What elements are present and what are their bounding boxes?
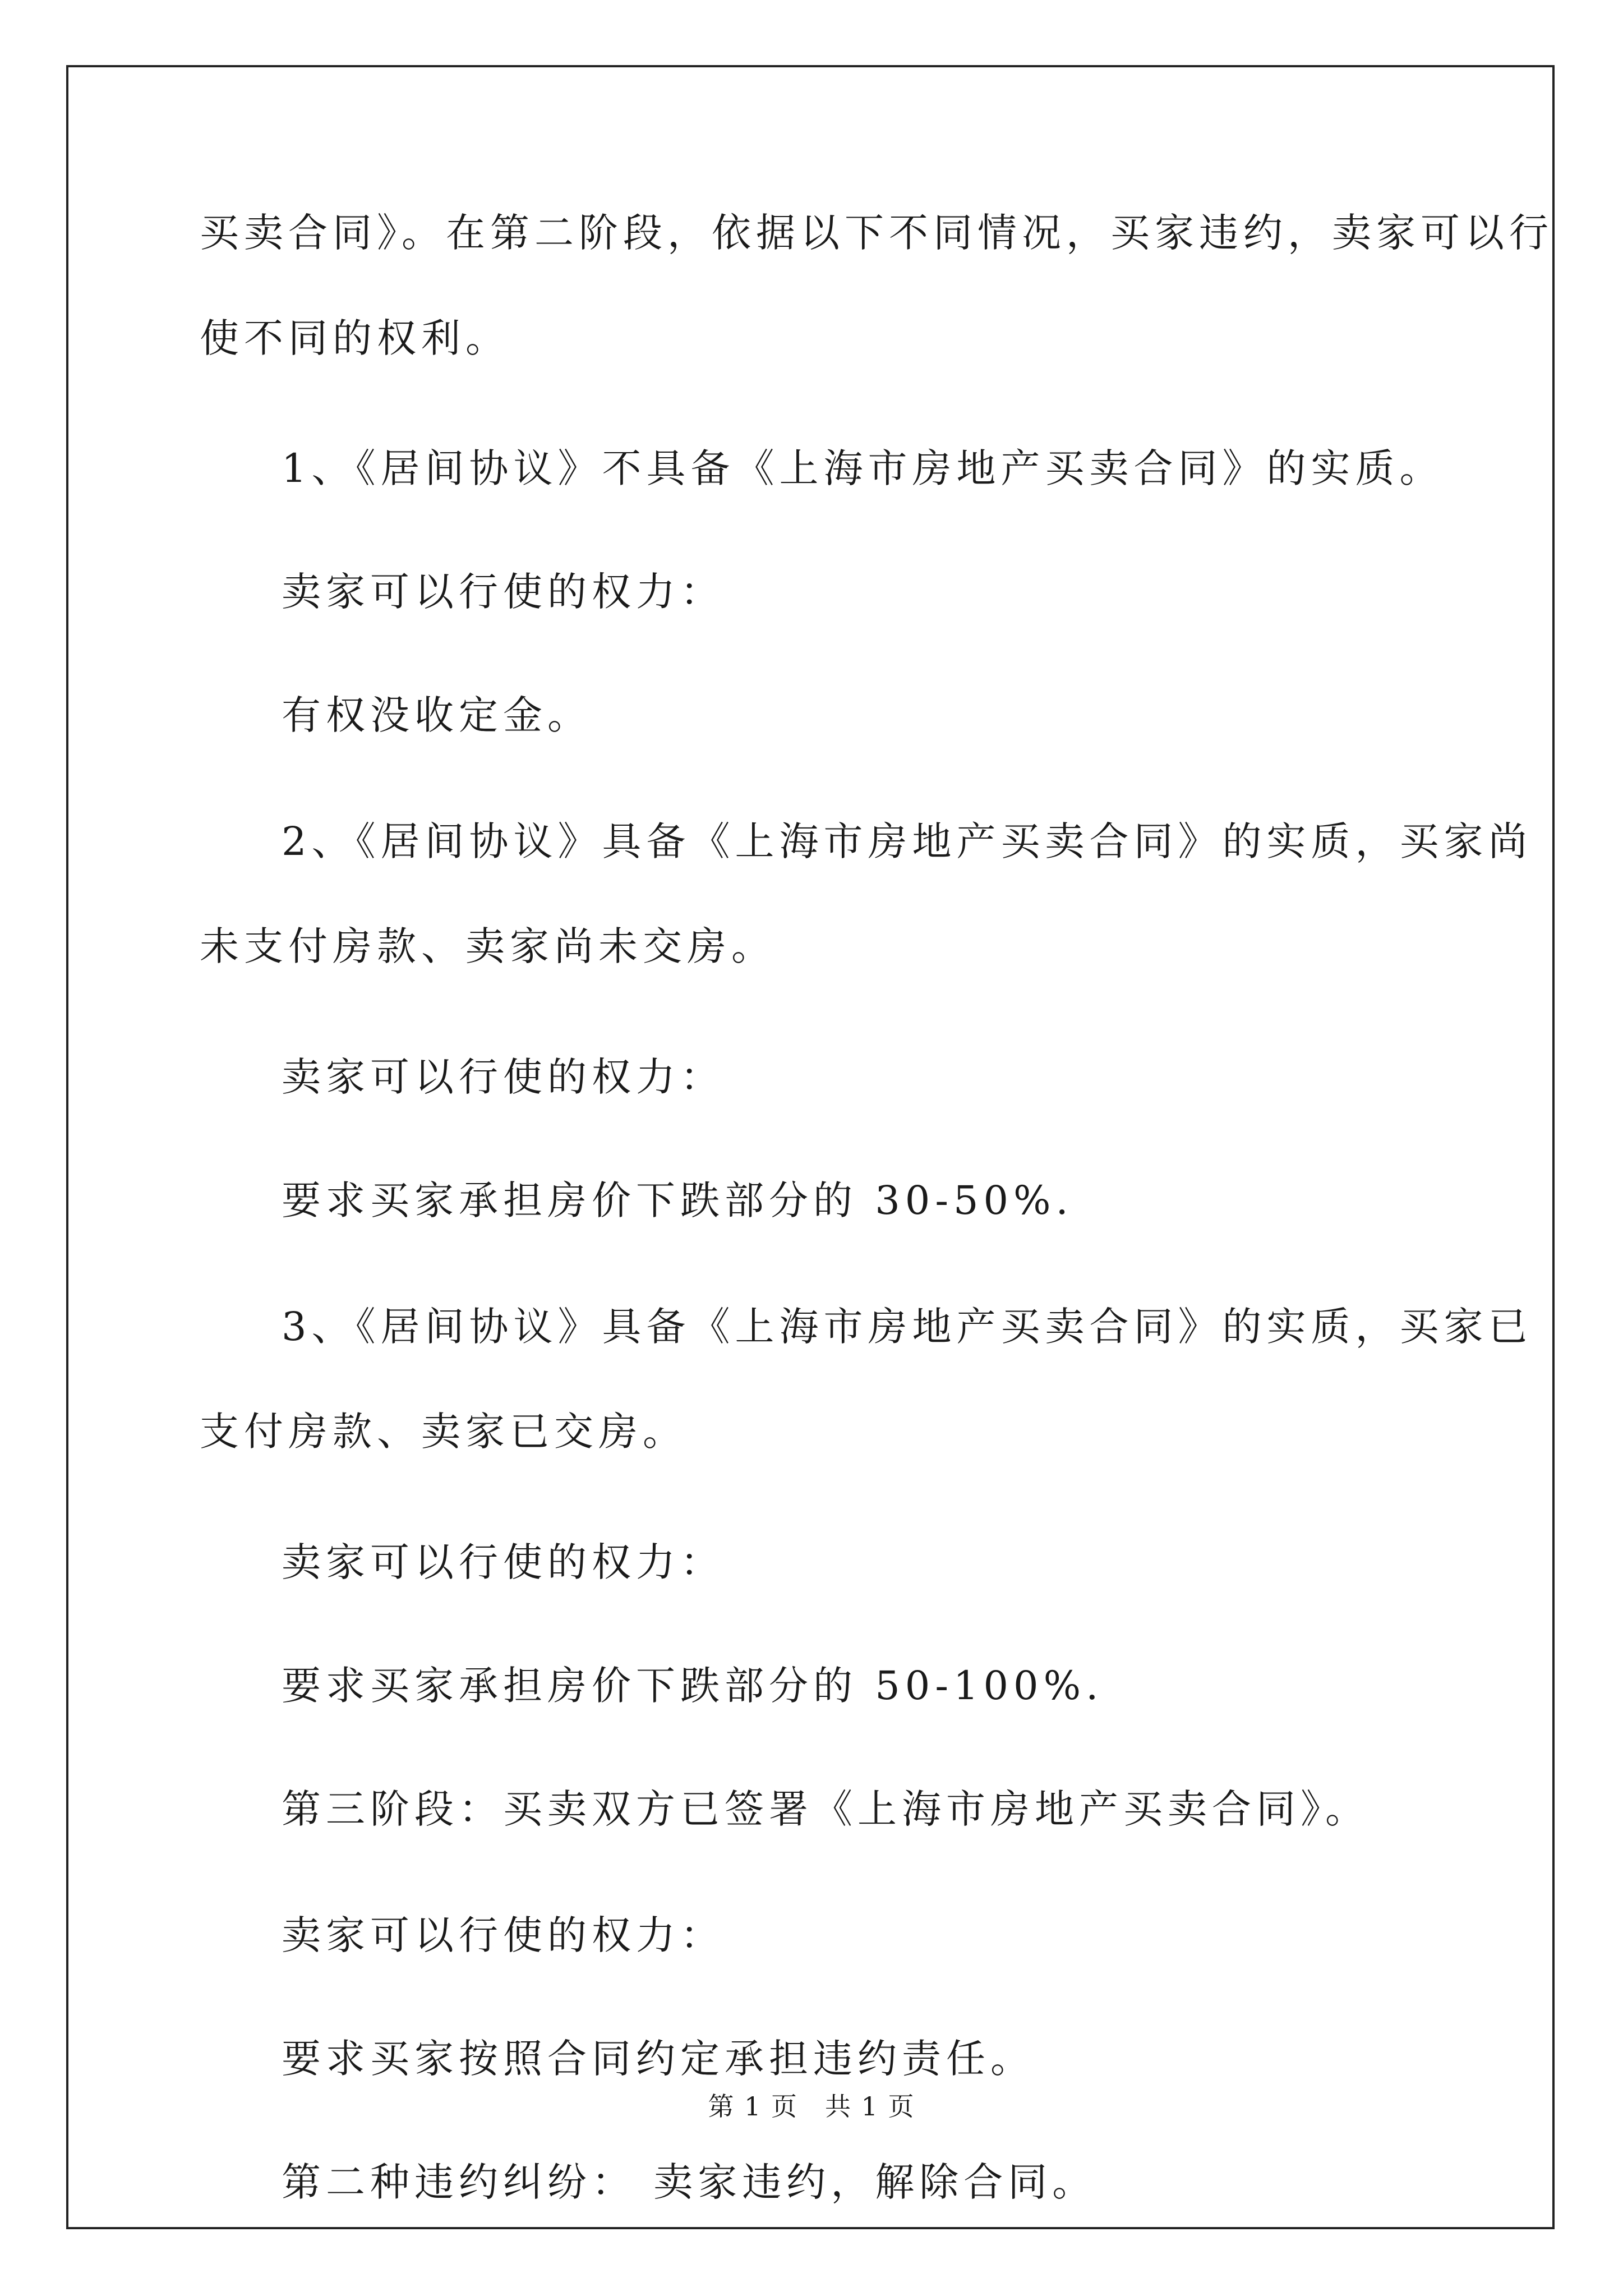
- paragraph-line: 第二种违约纠纷： 卖家违约，解除合同。: [282, 2159, 1097, 2205]
- paragraph-line: 买卖合同》。在第二阶段，依据以下不同情况，买家违约，卖家可以行: [200, 210, 1553, 256]
- paragraph-line: 卖家可以行使的权力：: [282, 1912, 725, 1958]
- paragraph-line: 1、《居间协议》不具备《上海市房地产买卖合同》的实质。: [282, 445, 1444, 491]
- page-number-footer: 第 1 页 共 1 页: [708, 2091, 915, 2122]
- paragraph-line: 要求买家承担房价下跌部分的 30-50%.: [282, 1177, 1073, 1223]
- paragraph-line: 要求买家按照合同约定承担违约责任。: [282, 2036, 1035, 2082]
- paragraph-line: 有权没收定金。: [282, 692, 592, 738]
- paragraph-line: 支付房款、卖家已交房。: [200, 1409, 687, 1455]
- paragraph-line: 未支付房款、卖家尚未交房。: [200, 923, 776, 969]
- paragraph-line: 卖家可以行使的权力：: [282, 1539, 725, 1585]
- paragraph-line: 第三阶段：买卖双方已签署《上海市房地产买卖合同》。: [282, 1786, 1370, 1832]
- paragraph-line: 2、《居间协议》具备《上海市房地产买卖合同》的实质，买家尚: [282, 818, 1533, 864]
- paragraph-line: 卖家可以行使的权力：: [282, 1054, 725, 1100]
- paragraph-line: 3、《居间协议》具备《上海市房地产买卖合同》的实质，买家已: [282, 1304, 1533, 1350]
- paragraph-line: 使不同的权利。: [200, 315, 510, 361]
- paragraph-line: 卖家可以行使的权力：: [282, 569, 725, 615]
- paragraph-line: 要求买家承担房价下跌部分的 50-100%.: [282, 1663, 1104, 1709]
- page-border: [66, 65, 1555, 2229]
